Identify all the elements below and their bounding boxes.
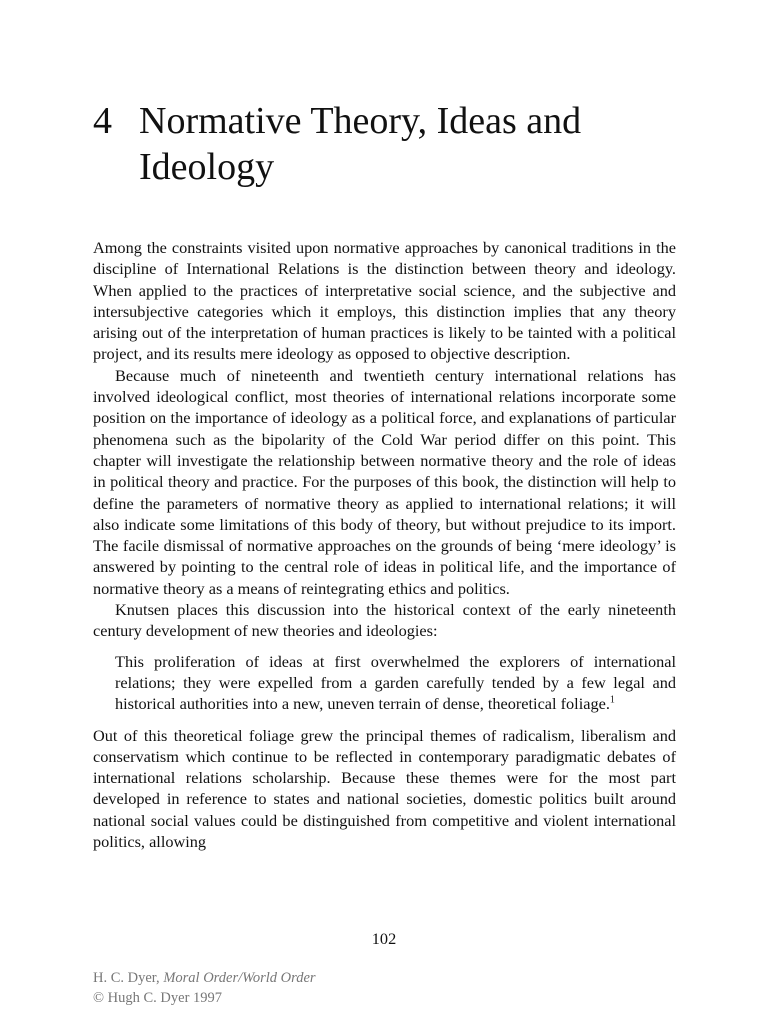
block-quote-text: This proliferation of ideas at first overwhelmed the explorers of international relations; they were expelled from a garden carefully tended by a few legal and historical authorities into a new, uneven terrain of dense, theoretical foliage.	[115, 651, 676, 714]
paragraph-ideology-conflict: Because much of nineteenth and twentieth century international relations has involved ideological conflict, most theories of international relations incorporate some position on the importance of ideology as a political force, and explanations of particular phenomena such as the bipolarity of the Cold War period differ on this point. This chapter will investigate the relationship between normative theory and the role of ideas in political theory and practice. For the purposes of this book, the distinction will help to define the parameters of normative theory as applied to international relations; it will also indicate some limitations of this body of theory, but without prejudice to its import. The facile dismissal of normative approaches on the grounds of being ‘mere ideology’ is answered by pointing to the central role of ideas in political life, and the importance of normative theory as a means of reintegrating ethics and politics.	[93, 365, 676, 598]
chapter-title: Normative Theory, Ideas and Ideology	[139, 100, 582, 188]
body-text	[93, 237, 676, 852]
footer-book-title: Moral Order/World Order	[163, 970, 316, 986]
footnote-marker: 1	[609, 694, 615, 706]
chapter-number: 4	[93, 100, 112, 142]
paragraph-intro: Among the constraints visited upon normative approaches by canonical traditions in the discipline of International Relations is the distinction between theory and ideology. When applied to the practices of interpretative social science, and the subjective and intersubjective categories which it employs, this distinction implies that any theory arising out of the interpretation of human practices is likely to be tainted with a political project, and its results mere ideology as opposed to objective description.	[93, 238, 676, 364]
paragraph-knutsen: Knutsen places this discussion into the historical context of the early nineteenth century development of new theories and ideologies:	[93, 600, 676, 641]
page-number: 102	[371, 929, 397, 948]
chapter-heading	[93, 98, 653, 190]
paragraph-foliage: Out of this theoretical foliage grew the principal themes of radicalism, liberalism and conservatism which continue to be reflected in contemporary paradigmatic debates of international relations scholarship. Because these themes were for the most part developed in reference to states and national societies, domestic politics built around national social values could be distinguished from competitive and violent international politics, allowing	[93, 725, 676, 852]
page-footer	[93, 968, 316, 1008]
footer-author: H. C. Dyer,	[93, 970, 160, 986]
footer-copyright: © Hugh C. Dyer 1997	[93, 990, 223, 1006]
block-quote	[115, 651, 676, 715]
footer-citation	[93, 968, 316, 988]
